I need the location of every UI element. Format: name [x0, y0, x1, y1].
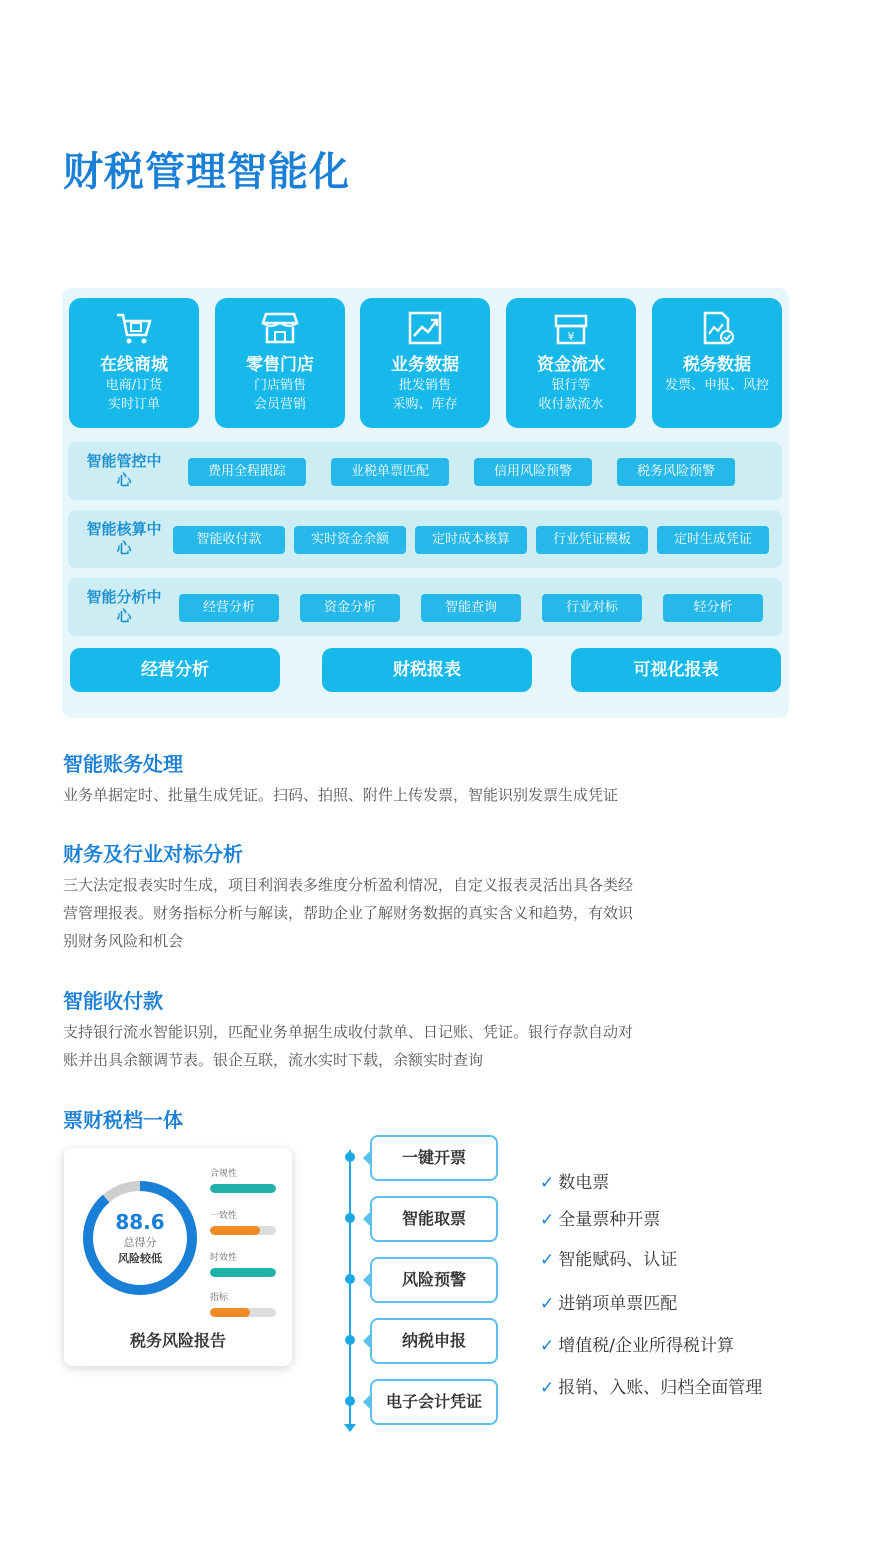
metric-bar [210, 1226, 276, 1235]
feature-item: ✓ 增值税/企业所得税计算 [540, 1336, 734, 1356]
check-icon: ✓ [540, 1336, 555, 1356]
score-value: 88.6 [115, 1210, 165, 1234]
timeline-line [349, 1150, 351, 1428]
center-item: 费用全程跟踪 [188, 458, 306, 486]
tax-risk-report-card [64, 1148, 292, 1366]
source-tile-fund-flow [506, 298, 636, 428]
storefront-icon [260, 310, 300, 346]
source-title: 资金流水 [537, 355, 605, 375]
accounting-center-row [68, 510, 782, 568]
source-tile-business-data [360, 298, 490, 428]
tax-document-icon [697, 310, 737, 346]
step-one-click-invoice: 一键开票 [370, 1135, 498, 1181]
source-title: 零售门店 [246, 355, 314, 375]
center-item: 信用风险预警 [474, 458, 592, 486]
source-title: 在线商城 [100, 355, 168, 375]
score-label: 总得分 [123, 1236, 157, 1249]
source-title: 税务数据 [683, 355, 751, 375]
timeline-dot [345, 1274, 355, 1284]
source-tile-tax-data [652, 298, 782, 428]
section-heading-payments: 智能收付款 [63, 989, 163, 1013]
center-item: 资金分析 [300, 594, 400, 622]
center-item: 实时资金余额 [294, 526, 406, 554]
source-tile-online-mall [69, 298, 199, 428]
center-item: 轻分析 [663, 594, 763, 622]
shopping-cart-icon [114, 310, 154, 346]
center-item: 智能查询 [421, 594, 521, 622]
analysis-center-row [68, 578, 782, 636]
check-icon: ✓ [540, 1210, 555, 1230]
feature-item: ✓ 智能赋码、认证 [540, 1250, 678, 1270]
svg-text:¥: ¥ [567, 330, 575, 343]
section-body-accounting: 业务单据定时、批量生成凭证。扫码、拍照、附件上传发票，智能识别发票生成凭证 [63, 786, 619, 804]
feature-item: ✓ 进销项单票匹配 [540, 1294, 678, 1314]
section-body-payments: 支持银行流水智能识别，匹配业务单据生成收付款单、日记账、凭证。银行存款自动对 账并出具余额调节表。银企互联，流水实时下载，余额实时查询 [63, 1023, 634, 1069]
check-icon: ✓ [540, 1378, 555, 1398]
step-tax-filing: 纳税申报 [370, 1318, 498, 1364]
section-heading-integration: 票财税档一体 [63, 1108, 183, 1132]
center-item: 业税单票匹配 [331, 458, 449, 486]
timeline-dot [345, 1213, 355, 1223]
bar-label: 时效性 [210, 1253, 238, 1263]
feature-item: ✓ 报销、入账、归档全面管理 [540, 1378, 763, 1398]
bar-label: 指标 [210, 1293, 229, 1303]
timeline-dot [345, 1152, 355, 1162]
check-icon: ✓ [540, 1250, 555, 1270]
center-item: 行业凭证模板 [536, 526, 648, 554]
feature-item: ✓ 数电票 [540, 1173, 610, 1193]
center-item: 税务风险预警 [617, 458, 735, 486]
step-risk-alert: 风险预警 [370, 1257, 498, 1303]
bar-label: 合规性 [210, 1169, 238, 1179]
center-item: 经营分析 [179, 594, 279, 622]
center-item: 行业对标 [542, 594, 642, 622]
source-subtitle: 发票、申报、风控 [664, 378, 769, 393]
step-e-voucher: 电子会计凭证 [370, 1379, 498, 1425]
section-heading-benchmark: 财务及行业对标分析 [63, 842, 243, 866]
center-item: 智能收付款 [173, 526, 285, 554]
trend-chart-icon [405, 310, 445, 346]
bar-label: 一致性 [210, 1211, 238, 1221]
section-body-benchmark: 三大法定报表实时生成，项目利润表多维度分析盈利情况，自定义报表灵活出具各类经 营管理报表。财务指标分析与解读，帮助企业了解财务数据的真实含义和趋势，有效识 别财务风险和机会 [63, 876, 634, 950]
feature-item: ✓ 全量票种开票 [540, 1210, 661, 1230]
source-subtitle: 电商/订货 实时订单 [105, 378, 163, 412]
step-smart-fetch: 智能取票 [370, 1196, 498, 1242]
center-item: 定时成本核算 [415, 526, 527, 554]
center-item: 定时生成凭证 [657, 526, 769, 554]
score-block [80, 1210, 200, 1266]
metric-bar [210, 1268, 276, 1277]
center-label: 智能分析中心 [86, 588, 162, 625]
timeline-dot [345, 1335, 355, 1345]
output-finance-tax-report: 财税报表 [322, 648, 532, 692]
source-title: 业务数据 [391, 355, 459, 375]
source-tile-retail-store [215, 298, 345, 428]
source-subtitle: 门店销售 会员营销 [253, 378, 306, 412]
card-title: 税务风险报告 [129, 1331, 226, 1350]
metric-bar [210, 1308, 276, 1317]
center-label: 智能管控中心 [86, 452, 162, 489]
control-center-row [68, 442, 782, 500]
risk-level: 风险较低 [118, 1252, 162, 1265]
check-icon: ✓ [540, 1173, 555, 1193]
source-subtitle: 银行等 收付款流水 [538, 378, 604, 412]
section-heading-accounting: 智能账务处理 [63, 752, 183, 776]
center-label: 智能核算中心 [86, 520, 162, 557]
timeline-arrow [344, 1424, 356, 1432]
check-icon: ✓ [540, 1294, 555, 1314]
page-title: 财税管理智能化 [63, 149, 350, 195]
output-operation-analysis: 经营分析 [70, 648, 280, 692]
source-subtitle: 批发销售 采购、库存 [392, 378, 458, 412]
timeline-dot [345, 1396, 355, 1406]
metric-bar [210, 1184, 276, 1193]
output-visual-report: 可视化报表 [571, 648, 781, 692]
cashbox-icon [551, 310, 591, 346]
